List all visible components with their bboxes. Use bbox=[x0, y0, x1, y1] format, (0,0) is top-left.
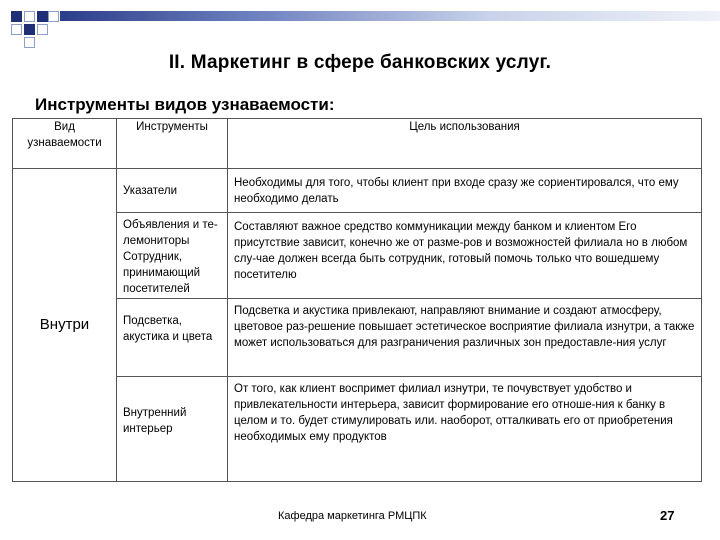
page-number: 27 bbox=[660, 508, 675, 523]
table-row bbox=[13, 377, 702, 482]
deco-square bbox=[37, 24, 48, 35]
header-cell-purpose: Цель использования bbox=[228, 119, 702, 169]
group-label-cell: Внутри bbox=[13, 169, 117, 482]
table-row bbox=[13, 299, 702, 377]
table-header-row bbox=[13, 119, 702, 169]
tool-cell: Объявления и те-лемониторы Сотрудник, принимающий посетителей bbox=[117, 213, 228, 299]
tool-cell: Подсветка, акустика и цвета bbox=[117, 299, 228, 377]
header-cell-tools: Инструменты bbox=[117, 119, 228, 169]
table-row bbox=[13, 213, 702, 299]
deco-square bbox=[24, 24, 35, 35]
header-gradient-bar bbox=[60, 11, 720, 21]
table-row bbox=[13, 169, 702, 213]
tool-cell: Внутренний интерьер bbox=[117, 377, 228, 482]
footer-text: Кафедра маркетинга РМЦПК bbox=[278, 510, 427, 522]
slide-subtitle: Инструменты видов узнаваемости: bbox=[35, 95, 335, 114]
purpose-cell: От того, как клиент воспримет филиал изнутри, те почувствует удобство и привлекательности интерьера, зависит формирование его отноше-ния к банку в целом и то. будет стимулировать или. наоборот, отталкивать его от приобретения необходимых ему продуктов bbox=[228, 377, 702, 482]
deco-square bbox=[11, 11, 22, 22]
purpose-cell: Составляют важное средство коммуникации между банком и клиентом Его присутствие зависит, конечно же от разме-ров и возможностей филиала но в любом слу-чае должен всегда быть сотрудник, готовый помочь только что вошедшему посетителю bbox=[228, 213, 702, 299]
slide-title: II. Маркетинг в сфере банковских услуг. bbox=[168, 52, 552, 73]
deco-square bbox=[24, 11, 35, 22]
purpose-cell: Подсветка и акустика привлекают, направляют внимание и создают атмосферу, цветовое раз-решение повышает эстетическое восприятие филиала изнутри, а также может использоваться для разграничения различных зон предоставле-ния услуг bbox=[228, 299, 702, 377]
tool-cell: Указатели bbox=[117, 169, 228, 213]
deco-square bbox=[24, 37, 35, 48]
deco-square bbox=[11, 24, 22, 35]
deco-square bbox=[48, 11, 59, 22]
purpose-cell: Необходимы для того, чтобы клиент при входе сразу же сориентировался, что ему необходимо делать bbox=[228, 169, 702, 213]
header-cell-type: Вид узнаваемости bbox=[13, 119, 117, 169]
recognition-tools-table bbox=[12, 118, 702, 482]
deco-square bbox=[37, 11, 48, 22]
